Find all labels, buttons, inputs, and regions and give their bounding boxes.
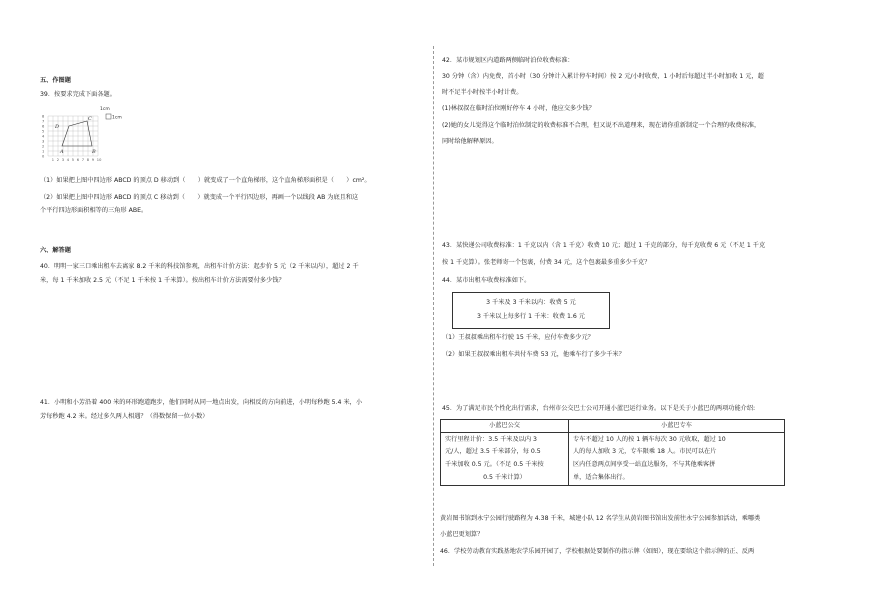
x-tick-label: 1 [51,158,55,162]
q45-comparison-table [440,419,785,486]
q39-grid-figure [40,104,130,166]
section-5-heading: 五、作图题 [40,77,71,84]
x-tick-label: 3 [61,158,65,162]
q41-line1: 41．小明和小芳沿着 400 米的环形跑道跑步，他们同时从同一地点出发，向相反的方向前进，小明每秒跑 5.4 米，小 [40,399,363,406]
point-c-label: C [88,116,92,122]
x-tick-label: 8 [86,158,90,162]
point-b-label: B [92,149,96,155]
q45-intro: 45．为了满足市民个性化出行需求，台州市公交巴士公司开通小蓝巴运行业务。以下是关于小蓝巴的两项功能介绍: [442,405,756,412]
x-tick-label: 6 [76,158,80,162]
q42-line6: 同时给他解释原因。 [442,138,498,145]
y-axis-ticks [42,115,45,159]
scale-label-right: 1cm [112,115,122,121]
x-tick-label: 4 [66,158,70,162]
fare-rule-2: 3 千米以上每多行 1 千米：收费 1.6 元 [477,313,585,321]
point-d-label: D [55,124,60,130]
q40-line2: 米，每 1 千米加收 2.5 元（不足 1 千米按 1 千米算）。按出租车计价方法需要付多少钱？ [40,277,285,284]
scale-label: 1cm [100,107,110,112]
y-tick-label: 8 [42,114,45,119]
q42-line4: (1)林叔叔在临时泊位刚好停车 4 小时，他应交多少钱？ [442,105,595,112]
q42-line2: 30 分钟（含）内免费，首小时（30 分钟计入累计停车时间）按 2 元/小时收费，1 小时后每超过半小时加收 1 元，超 [442,73,764,80]
x-tick-label: 2 [56,158,60,162]
y-tick-label: 5 [42,129,45,134]
point-a-label: A [60,149,64,155]
q44-fare-box [452,292,610,329]
q39-part2-line1: （2）如果把上图中四边形 ABCD 的顶点 C 移动到（ ）就变成一个平行四边形，再画一个以线段 AB 为底且和这 [40,194,359,201]
fare-rule-1: 3 千米及 3 千米以内：收费 5 元 [486,299,576,306]
x-axis-ticks [52,158,102,162]
y-tick-label: 3 [42,139,45,144]
scale-box [106,114,111,119]
y-tick-label: 4 [42,134,45,139]
q43-line2: 按 1 千克算）。张老师寄一个包裹，付费 34 元，这个包裹最多重多少千克？ [442,259,651,266]
special-car-description: 专车不超过 10 人的按 1 辆车每次 30 元收取，超过 10 人的每人加收 3 元，专车限乘 18 人。市民可以在片 区内任意两点间享受一站直达服务，不与其他乘客拼 单，适合集体出行。 [569,432,785,486]
q39-part2-line2: 个平行四边形面积相等的三角形 ABE。 [40,207,148,214]
section-6-heading: 六、解答题 [40,247,71,254]
x-tick-label: 9 [91,158,95,162]
x-tick-label: 5 [71,158,75,162]
q46-line1: 46．学校劳动教育实践基地农学乐园开园了，学校根据处要制作的指示牌（如图），现在要给这个指示牌的正、反两 [440,548,755,555]
q42-line3: 时不足半小时按半小时计费。 [442,89,523,96]
q45-after-line1: 黄岩图书馆到永宁公园行驶路程为 4.38 千米，城建小队 12 名学生从黄岩图书馆出发前往永宁公园参加活动，乘哪类 [440,515,761,522]
q39-part1: （1）如果把上图中四边形 ABCD 的顶点 D 移动到（ ）就变成了一个直角梯形，这个直角梯形面积是（ ）cm²。 [40,177,371,184]
q40-line1: 40．明明一家三口乘出租车去离家 8.2 千米的科技馆参观，出租车计价方法：起步价 5 元（2 千米以内），超过 2 千 [40,263,359,270]
y-tick-label: 7 [42,119,45,124]
table-row [441,432,785,486]
q41-line2: 芳每秒跑 4.2 米。经过多久两人相遇？（得数保留一位小数） [40,413,209,420]
quadrilateral-abcd [62,121,92,146]
q44-title: 44．某市出租车收费标准如下。 [442,277,531,284]
x-tick-label: 7 [81,158,85,162]
column-divider [433,46,434,566]
y-tick-label: 1 [42,149,45,154]
grid-lines [48,116,98,156]
header-special-car: 小蓝巴专车 [569,420,785,433]
q44-part2: （2）如果王叔叔乘出租车共付车费 53 元，他乘车行了多少千米？ [442,351,625,358]
q42-line1: 42．某市规划区内道路两侧临时泊位收费标准： [442,57,574,64]
q42-line5: (2)她的女儿觉得这个临时泊位制定的收费标准不合理，但又说不出道理来，现在请你重新制定一个合理的收费标准， [442,122,761,129]
q43-line1: 43．某快递公司收费标准：1 千克以内（含 1 千克）收费 10 元；超过 1 千克的部分，每千克收费 6 元（不足 1 千克 [442,242,766,249]
bus-description: 实行里程计价：3.5 千米及以内 3 元/人，超过 3.5 千米部分，每 0.5 千米加收 0.5 元。（不足 0.5 千米按 0.5 千米计算） [441,432,569,486]
y-tick-label: 2 [42,144,45,149]
table-header-row [441,420,785,433]
y-tick-label: 0 [42,154,45,159]
header-bus: 小蓝巴公交 [441,420,569,433]
x-tick-label: 10 [96,158,102,162]
q45-after-line2: 小蓝巴更划算？ [440,531,484,538]
q39-title: 39．按要求完成下面各题。 [40,91,116,98]
y-tick-label: 6 [42,124,45,129]
q44-part1: （1）王叔叔乘出租车行驶 15 千米，应付车费多少元？ [442,334,594,341]
